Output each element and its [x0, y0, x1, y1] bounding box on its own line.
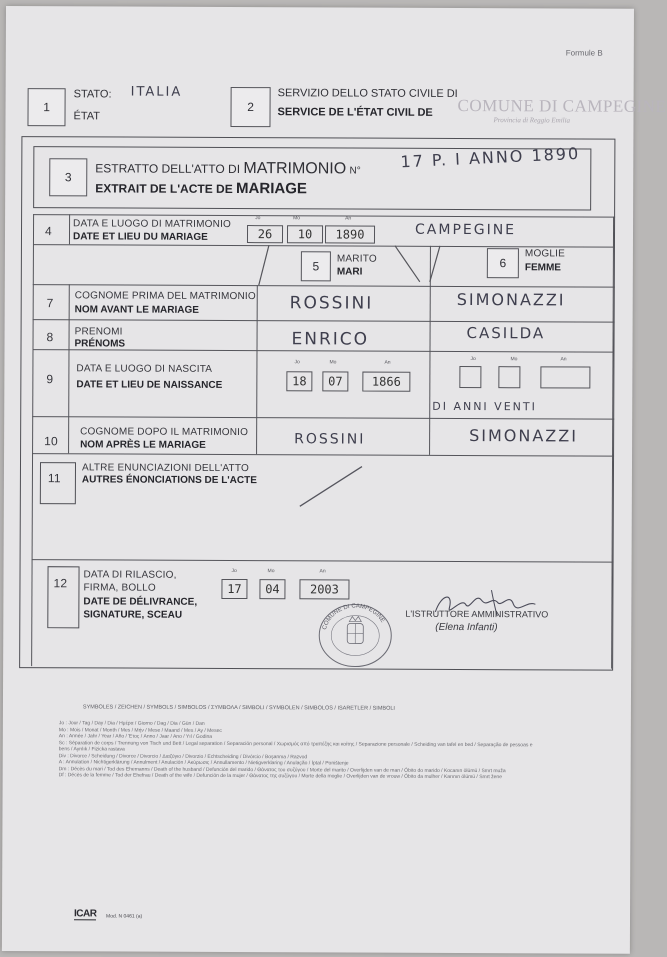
legend-line: Mo : Mois / Monat / Month / Mes / Μήν / Mese / Maand / Mes / Ay / Mesec [58, 726, 222, 734]
issue-year: 2003 [299, 579, 349, 599]
husband-label-fr: MARI [336, 266, 363, 278]
wife-given-name: CASILDA [466, 324, 546, 343]
box-number-3: 3 [49, 158, 87, 196]
wife-surname-after: SIMONAZZI [469, 426, 578, 446]
row-number-7: 7 [46, 296, 54, 311]
formula-label: Formule B [565, 48, 603, 58]
row-number-8: 8 [46, 330, 54, 345]
state-label-it: STATO: [73, 88, 112, 101]
wife-age-note: DI ANNI VENTI [432, 399, 537, 414]
husband-surname: ROSSINI [289, 293, 374, 314]
birth-day-label: Jo [294, 359, 300, 366]
husband-birth-year: 1866 [362, 372, 410, 392]
wife-birth-month [498, 366, 520, 388]
year-label: An [345, 215, 352, 222]
row-number-11: 11 [47, 471, 61, 486]
row-number-10: 10 [44, 434, 58, 449]
cancel-stroke [296, 462, 366, 510]
wife-birth-month-label: Mo [510, 356, 518, 363]
title-it: ESTRATTO DELL'ATTO DI MATRIMONIO N° [95, 160, 361, 178]
legend-line: Div : Divorce / Scheidung / Divorce / Divorcio / Διαζύγιο / Divorzio / Echtscheiding / Divórcio / Boşanma / Razvod [58, 752, 308, 760]
legend-line: Dm : Décès du mari / Tod des Ehemanns / Death of the husband / Defunción del marido / Θάνατος του συζύγου / Morte del marito / Overlijden van de man / Óbito do marido / Kocanın ölümü / Smrt muža [58, 765, 506, 774]
row11-label-fr: AUTRES ÉNONCIATIONS DE L'ACTE [81, 474, 257, 487]
marriage-day: 26 [247, 225, 283, 243]
row12-label-it-2: FIRMA, BOLLO [83, 582, 156, 594]
service-label-it: SERVIZIO DELLO STATO CIVILE DI [277, 87, 458, 100]
certificate-sheet [2, 6, 667, 954]
husband-birth-month: 07 [322, 371, 348, 391]
husband-label-it: MARITO [336, 253, 377, 265]
husband-given-name: ENRICO [291, 329, 370, 350]
row12-label-fr-1: DATE DE DÉLIVRANCE, [83, 596, 198, 608]
row12-label-it-1: DATA DI RILASCIO, [83, 569, 177, 581]
row11-label-it: ALTRE ENUNCIAZIONI DELL'ATTO [81, 462, 249, 475]
state-label-fr: ÉTAT [73, 110, 101, 123]
row4-label-fr: DATE ET LIEU DU MARIAGE [72, 231, 208, 243]
marriage-year: 1890 [325, 225, 375, 243]
wife-birth-year-label: An [560, 356, 567, 363]
issue-month: 04 [259, 579, 285, 599]
issue-month-label: Mo [267, 568, 275, 575]
husband-surname-after: ROSSINI [294, 431, 366, 448]
row-number-9: 9 [46, 372, 54, 387]
comune-stamp: COMUNE DI CAMPEGINE [457, 95, 667, 116]
legend-list [59, 720, 539, 781]
row10-label-it: COGNOME DOPO IL MATRIMONIO [80, 426, 249, 439]
row8-label-fr: PRÉNOMS [74, 338, 126, 350]
row8-label-it: PRENOMI [74, 326, 123, 338]
box-number-6: 6 [487, 248, 519, 278]
legend-line: An : Année / Jahr / Year / Año / Έτος / Anno / Jaar / Ano / Yıl / Godina [58, 733, 213, 740]
legend-line: A : Annulation / Nichtigerklärung / Annulment / Anulación / Ακύρωσις / Annullamento / Nietigverklaring / Anulação / İptal / Poništenje [58, 759, 349, 767]
legend-title: SYMBOLES / ZEICHEN / SYMBOLS / SIMBOLOS / ΣΥΜΒΟΛΑ / SIMBOLI / SYMBOLEN / SIMBOLOS / ISARETLER / SIMBOLI [82, 704, 395, 712]
legend-line: Df : Décès de la femme / Tod der Ehefrau / Death of the wife / Defunción de la mujer / Θάνατος της συζύγου / Morte della moglie / Overlijden van de vrouw / Óbito da mulher / Karının ölümü / Smrt žene [58, 772, 503, 781]
husband-birth-day: 18 [286, 371, 312, 391]
marriage-place: CAMPEGINE [414, 221, 517, 239]
title-fr: EXTRAIT DE L'ACTE DE MARIAGE [95, 180, 307, 198]
svg-text:COMUNE DI CAMPEGINE [322, 603, 386, 631]
box-number-5: 5 [301, 251, 331, 281]
wife-birth-day [459, 366, 481, 388]
wife-surname: SIMONAZZI [456, 289, 566, 310]
row-number-12: 12 [53, 576, 68, 591]
legend-line: Sc : Séparation de corps / Trennung von Tisch und Bett / Legal separation / Separación personal / Χωρισμός από τραπέζης και κοίτης / Separazione personale / Scheiding van tafel en bed / Separação de pessoas e bens / Ayrılık / Fizicka rastava [58, 739, 533, 753]
row7-label-fr: NOM AVANT LE MARIAGE [74, 304, 199, 316]
state-value: ITALIA [130, 84, 183, 100]
box-number-1: 1 [27, 88, 65, 126]
row9-label-fr: DATE ET LIEU DE NAISSANCE [76, 379, 223, 391]
model-number: Mod. N 0461 (a) [106, 913, 143, 920]
officer-name: (Elena Infanti) [435, 621, 498, 634]
act-number: 17 P. I ANNO 1890 [399, 143, 581, 172]
row9-label-it: DATA E LUOGO DI NASCITA [76, 363, 213, 375]
municipal-seal [315, 601, 395, 667]
issue-year-label: An [319, 568, 326, 575]
issue-day-label: Jo [231, 567, 237, 575]
row4-label-it: DATA E LUOGO DI MATRIMONIO [73, 218, 232, 230]
row10-label-fr: NOM APRÈS LE MARIAGE [80, 439, 206, 451]
row7-label-it: COGNOME PRIMA DEL MATRIMONIO [74, 290, 256, 303]
legend-line: Jo : Jour / Tag / Day / Dia / Ημέρα / Giorno / Dag / Dia / Gün / Dan [58, 720, 205, 727]
service-label-fr: SERVICE DE L'ÉTAT CIVIL DE [277, 106, 433, 119]
birth-month-label: Mo [329, 359, 337, 366]
row-number-4: 4 [44, 224, 52, 239]
wife-label-fr: FEMME [524, 262, 561, 274]
day-label: Jo [255, 215, 261, 222]
wife-birth-day-label: Jo [470, 356, 476, 363]
wife-label-it: MOGLIE [524, 248, 566, 260]
marriage-month: 10 [287, 225, 323, 243]
wife-birth-year [540, 366, 590, 388]
provincia-stamp: Provincia di Reggio Emilia [493, 116, 571, 125]
printer-logo: ICAR [74, 908, 97, 920]
officer-title: L'ISTRUTTORE AMMINISTRATIVO [405, 608, 549, 620]
box-number-2: 2 [230, 87, 270, 127]
seal-text: COMUNE DI CAMPEGINE [321, 603, 386, 631]
issue-day: 17 [221, 579, 247, 599]
row12-label-fr-2: SIGNATURE, SCEAU [83, 609, 183, 621]
month-label: Mo [293, 215, 301, 222]
grid-line [69, 214, 70, 244]
birth-year-label: An [384, 359, 391, 366]
